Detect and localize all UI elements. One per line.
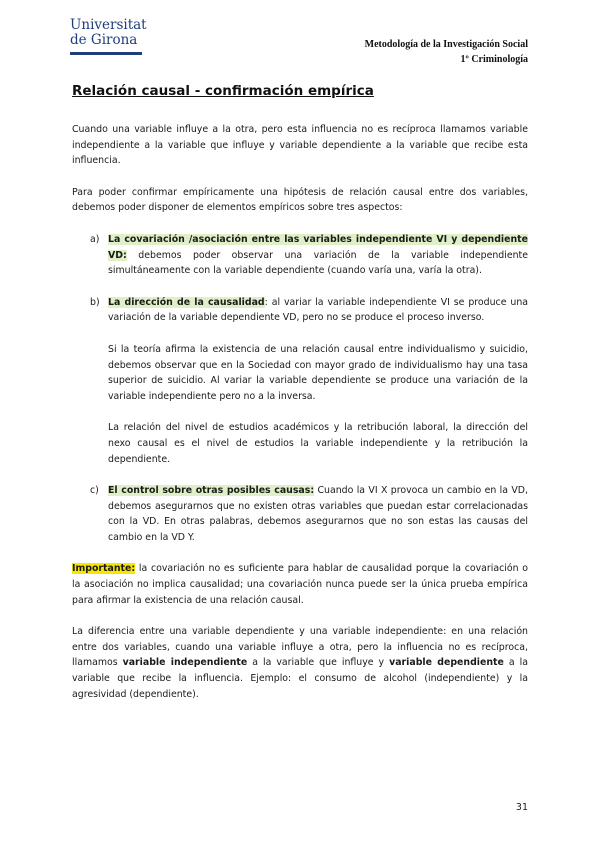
page-number: 31 — [515, 802, 528, 813]
university-logo — [70, 18, 150, 55]
item-text: debemos poder observar una variación de la variable independiente simultáneamente con la variable dependiente (cuando varía una, varía la otra). — [108, 249, 528, 277]
list-item-b — [72, 295, 528, 467]
highlight-control: El control sobre otras posibles causas: — [108, 485, 315, 497]
item-text: Cuando la VI X provoca un cambio en la VD, debemos asegurarnos que no existen otras variables que puedan estar correlacionadas con la VD. En otras palabras, debemos asegurarnos que no son estas las causas del cambio en la VD Y. — [108, 485, 528, 543]
page-header — [365, 37, 528, 67]
logo-underline — [70, 52, 142, 55]
paragraph-intro: Cuando una variable influye a la otra, pero esta influencia no es recíproca llamamos variable independiente a la variable que influye y variable dependiente a la variable que recibe esta influencia. — [72, 124, 528, 167]
list-label: a) — [90, 233, 100, 245]
example-individualism: Si la teoría afirma la existencia de una relación causal entre individualismo y suicidio, debemos observar que en la Sociedad con mayor grado de individualismo hay una tasa superior de suicidio. Al variar la variable dependiente se produce una variación de la variable independiente pero no a la inversa. — [108, 343, 528, 402]
paragraph-aspects: Para poder confirmar empíricamente una hipótesis de relación causal entre dos variables, debemos poder disponer de elementos empíricos sobre tres aspectos: — [72, 186, 528, 214]
paragraph-final — [72, 624, 528, 702]
paragraph-important — [72, 561, 528, 608]
list-item-a — [72, 232, 528, 279]
highlight-direction: La dirección de la causalidad — [108, 296, 265, 308]
logo-line-2: de Girona — [70, 32, 138, 48]
list-item-c — [72, 483, 528, 545]
text-span: a la variable que influye y — [247, 657, 390, 669]
term-independent: variable independiente — [122, 657, 248, 669]
logo-line-1: Universitat — [70, 17, 147, 33]
text-span: a la variable que recibe la influencia. Ejemplo: el consumo de alcohol (independiente) y la agresividad (dependiente). — [72, 657, 528, 700]
example-studies: La relación del nivel de estudios académicos y la retribución laboral, la dirección del nexo causal es el nivel de estudios la variable independiente y la retribución la dependiente. — [108, 422, 528, 465]
header-course: 1º Criminología — [460, 54, 528, 65]
document-body — [72, 82, 528, 718]
highlight-covariation: La covariación /asociación entre las variables independiente VI y dependiente VD: — [108, 233, 528, 261]
list-label: b) — [90, 296, 100, 308]
header-subject: Metodología de la Investigación Social — [364, 39, 528, 50]
list-label: c) — [90, 485, 99, 497]
section-title: Relación causal - confirmación empírica — [72, 83, 374, 99]
item-text: : al variar la variable independiente VI se produce una variación de la variable dependiente VD, pero no se produce el proceso inverso. — [108, 296, 529, 324]
text-span: La diferencia entre una variable dependiente y una variable independiente: en una relación entre dos variables, cuando una variable influye a otra, pero la influencia no es recíproca, llamamos — [72, 626, 528, 669]
important-text: la covariación no es suficiente para hablar de causalidad porque la covariación o la asociación no implica causalidad; una covariación nunca puede ser la única prueba empírica para afirmar la existencia de una relación causal. — [72, 563, 528, 606]
important-label: Importante: — [72, 563, 136, 575]
term-dependent: variable dependiente — [389, 657, 504, 669]
